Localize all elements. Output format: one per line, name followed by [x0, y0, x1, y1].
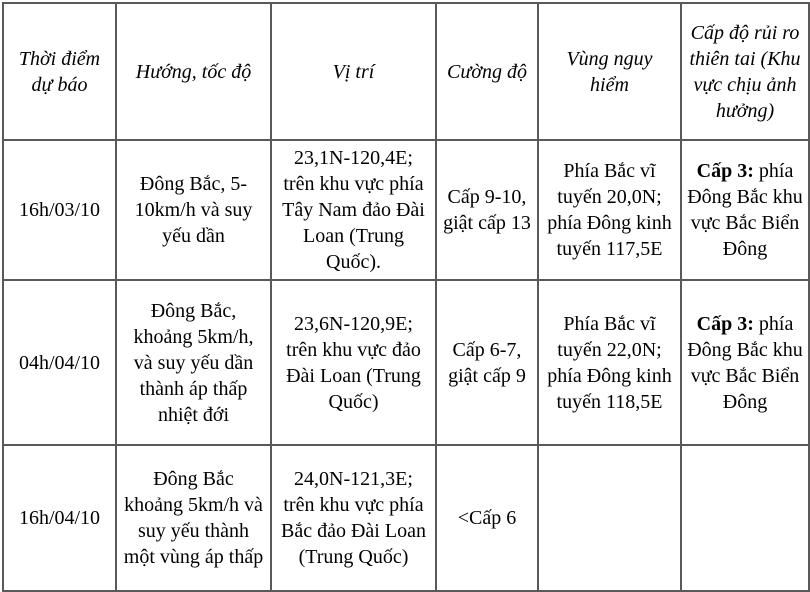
column-header-danger-zone: Vùng nguy hiểm [538, 3, 681, 140]
cell-time: 04h/04/10 [3, 280, 116, 445]
column-header-intensity: Cường độ [436, 3, 538, 140]
cell-position: 23,6N-120,9E; trên khu vực đảo Đài Loan (Trung Quốc) [271, 280, 436, 445]
table-body [3, 140, 809, 591]
cell-direction: Đông Bắc khoảng 5km/h và suy yếu thành một vùng áp thấp [116, 445, 271, 591]
risk-area-text: phía Đông Bắc khu vực Bắc Biển Đông [687, 160, 803, 260]
storm-forecast-table [2, 2, 810, 592]
cell-intensity: Cấp 6-7, giật cấp 9 [436, 280, 538, 445]
cell-danger-zone: Phía Bắc vĩ tuyến 22,0N; phía Đông kinh tuyến 118,5E [538, 280, 681, 445]
column-header-direction: Hướng, tốc độ [116, 3, 271, 140]
risk-area-text: phía Đông Bắc khu vực Bắc Biển Đông [687, 312, 803, 413]
column-header-time: Thời điểm dự báo [3, 3, 116, 140]
table-row [3, 140, 809, 280]
cell-risk-level [681, 140, 809, 280]
cell-intensity: Cấp 9-10, giật cấp 13 [436, 140, 538, 280]
table-row [3, 280, 809, 445]
forecast-table-sheet [0, 2, 810, 568]
table-row [3, 445, 809, 591]
cell-position: 24,0N-121,3E; trên khu vực phía Bắc đảo Đài Loan (Trung Quốc) [271, 445, 436, 591]
cell-risk-level [681, 280, 809, 445]
cell-risk-level [681, 445, 809, 591]
cell-direction: Đông Bắc, 5-10km/h và suy yếu dần [116, 140, 271, 280]
column-header-position: Vị trí [271, 3, 436, 140]
table-header [3, 3, 809, 140]
cell-intensity: <Cấp 6 [436, 445, 538, 591]
cell-time: 16h/03/10 [3, 140, 116, 280]
risk-level-badge: Cấp 3: [696, 160, 754, 182]
column-header-risk-level: Cấp độ rủi ro thiên tai (Khu vực chịu ảnh hưởng) [681, 3, 809, 140]
cell-time: 16h/04/10 [3, 445, 116, 591]
cell-direction: Đông Bắc, khoảng 5km/h, và suy yếu dần thành áp thấp nhiệt đới [116, 280, 271, 445]
cell-position: 23,1N-120,4E; trên khu vực phía Tây Nam đảo Đài Loan (Trung Quốc). [271, 140, 436, 280]
cell-danger-zone: Phía Bắc vĩ tuyến 20,0N; phía Đông kinh tuyến 117,5E [538, 140, 681, 280]
risk-level-badge: Cấp 3: [696, 312, 754, 335]
header-row [3, 3, 809, 140]
cell-danger-zone [538, 445, 681, 591]
